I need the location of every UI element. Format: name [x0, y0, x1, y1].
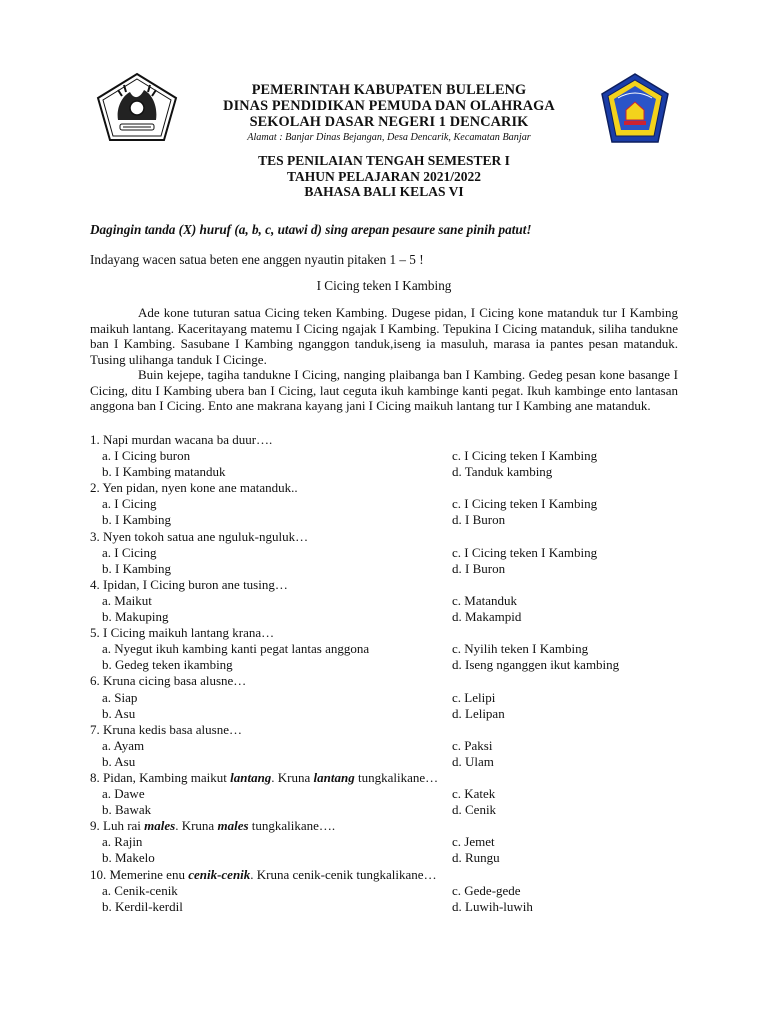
story-paragraph-1: Ade kone tuturan satua Cicing teken Kambing. Dugese pidan, I Cicing kone matanduk tur I Kambing maikuh lantang. Kaceritayang matemu I Cicing ngajak I Kambing. Tepukina I Cicing matanduk, siliha tandukne ban I Kambing. Sasubane I Kambing nganggon tanduk,iseng ia masuluh, marasa ia pantes pesan matanduk. Tusing ulihanga tanduk I Cicinge. — [90, 305, 678, 367]
question-2: 2. Yen pidan, nyen kone ane matanduk.. — [90, 480, 298, 496]
emphasized-word: males — [217, 818, 249, 834]
option-a[interactable]: a. Maikut — [102, 592, 152, 608]
option-a[interactable]: a. Dawe — [102, 786, 145, 802]
option-a[interactable]: a. I Cicing — [102, 544, 157, 560]
option-c[interactable]: c. Gede-gede — [452, 882, 521, 898]
question-4: 4. Ipidan, I Cicing buron ane tusing… — [90, 576, 288, 592]
department-name: DINAS PENDIDIKAN PEMUDA DAN OLAHRAGA — [223, 98, 555, 114]
option-a[interactable]: a. Rajin — [102, 834, 143, 850]
option-d[interactable]: d. Iseng nganggen ikut kambing — [452, 657, 620, 673]
option-d[interactable]: d. Makampid — [452, 609, 522, 625]
option-c[interactable]: c. I Cicing teken I Kambing — [452, 544, 598, 560]
option-c[interactable]: c. Paksi — [452, 737, 493, 753]
question-7: 7. Kruna kedis basa alusne… — [90, 721, 242, 737]
option-b[interactable]: b. Makelo — [102, 850, 155, 866]
question-1: 1. Napi murdan wacana ba duur…. — [90, 432, 273, 447]
buleleng-crest-logo — [96, 72, 178, 142]
option-c[interactable]: c. Katek — [452, 786, 496, 802]
test-title-block — [100, 153, 668, 200]
option-d[interactable]: d. Ulam — [452, 753, 494, 769]
emphasized-word: lantang — [313, 769, 355, 785]
question-text: . Kruna — [175, 818, 218, 834]
story-paragraph-2: Buin kejepe, tagiha tandukne I Cicing, nanging plaibanga ban I Kambing. Gedeg pesan kone basange I Cicing, ditu I Kambing ubera ban I Cicing, laut ceguta ikuh kambinge kanti pegat. Ikuh kambinge ento lantasan anggona ban I Cicing. Ento ane makrana kayang jani I Cicing maikuh lantang tur I Kambing ane matanduk. — [90, 367, 678, 413]
option-d[interactable]: d. I Buron — [452, 512, 506, 528]
subject-class: BAHASA BALI KELAS VI — [304, 184, 464, 199]
question-text: . Kruna cenik-cenik tungkalikane… — [250, 866, 437, 882]
intro-text: Indayang wacen satua beten ene anggen nyautin pitaken 1 – 5 ! — [90, 252, 424, 267]
instruction-text: Dagingin tanda (X) huruf (a, b, c, utawi d) sing arepan pesaure sane pinih patut! — [90, 222, 532, 237]
story-text — [90, 305, 678, 414]
option-d[interactable]: d. Cenik — [452, 802, 497, 818]
option-a[interactable]: a. Siap — [102, 689, 138, 705]
academic-year: TAHUN PELAJARAN 2021/2022 — [286, 168, 481, 184]
question-text: tungkalikane… — [354, 769, 439, 785]
question-list — [90, 432, 690, 915]
question-text: tungkalikane…. — [248, 818, 336, 834]
question-5: 5. I Cicing maikuh lantang krana… — [90, 625, 275, 641]
option-b[interactable]: b. Bawak — [102, 802, 152, 818]
question-text: 9. Luh rai — [90, 818, 145, 834]
story-title: I Cicing teken I Kambing — [316, 278, 452, 293]
option-b[interactable]: b. Asu — [102, 753, 136, 769]
option-b[interactable]: b. Makuping — [102, 609, 169, 625]
option-a[interactable]: a. I Cicing buron — [102, 448, 191, 464]
question-text: 8. Pidan, Kambing maikut — [90, 769, 231, 785]
option-c[interactable]: c. I Cicing teken I Kambing — [452, 496, 598, 512]
question-10 — [90, 867, 690, 883]
option-d[interactable]: d. Luwih-luwih — [452, 898, 533, 914]
school-emblem-logo — [600, 72, 670, 144]
option-d[interactable]: d. Tanduk kambing — [452, 464, 553, 480]
option-b[interactable]: b. Asu — [102, 705, 136, 721]
test-title: TES PENILAIAN TENGAH SEMESTER I — [258, 153, 510, 168]
option-b[interactable]: b. I Kambing matanduk — [102, 464, 226, 480]
option-c[interactable]: c. Lelipi — [452, 689, 496, 705]
question-6: 6. Kruna cicing basa alusne… — [90, 673, 247, 689]
option-b[interactable]: b. Gedeg teken ikambing — [102, 657, 233, 673]
option-a[interactable]: a. Cenik-cenik — [102, 882, 178, 898]
option-c[interactable]: c. Matanduk — [452, 592, 517, 608]
option-c[interactable]: c. Jemet — [452, 834, 495, 850]
government-name: PEMERINTAH KABUPATEN BULELENG — [251, 82, 527, 98]
option-b[interactable]: b. I Kambing — [102, 512, 171, 528]
question-3: 3. Nyen tokoh satua ane nguluk-nguluk… — [90, 528, 309, 544]
option-c[interactable]: c. Nyilih teken I Kambing — [452, 641, 589, 657]
option-a[interactable]: a. Nyegut ikuh kambing kanti pegat lantas anggona — [102, 641, 370, 657]
option-d[interactable]: d. I Buron — [452, 560, 506, 576]
option-d[interactable]: d. Lelipan — [452, 705, 505, 721]
option-b[interactable]: b. Kerdil-kerdil — [102, 898, 183, 914]
question-text: 10. Memerine enu — [90, 866, 189, 882]
question-text: . Kruna — [271, 769, 314, 785]
question-8 — [90, 770, 690, 786]
question-9 — [90, 818, 690, 834]
option-a[interactable]: a. I Cicing — [102, 496, 157, 512]
option-d[interactable]: d. Rungu — [452, 850, 500, 866]
school-address: Alamat : Banjar Dinas Bejangan, Desa Dencarik, Kecamatan Banjar — [247, 132, 531, 143]
school-letterhead — [190, 82, 588, 145]
school-name: SEKOLAH DASAR NEGERI 1 DENCARIK — [249, 114, 529, 130]
emphasized-word: males — [144, 818, 176, 834]
option-c[interactable]: c. I Cicing teken I Kambing — [452, 448, 598, 464]
option-a[interactable]: a. Ayam — [102, 737, 145, 753]
emphasized-word: cenik-cenik — [188, 866, 251, 882]
option-b[interactable]: b. I Kambing — [102, 560, 171, 576]
emphasized-word: lantang — [230, 769, 272, 785]
